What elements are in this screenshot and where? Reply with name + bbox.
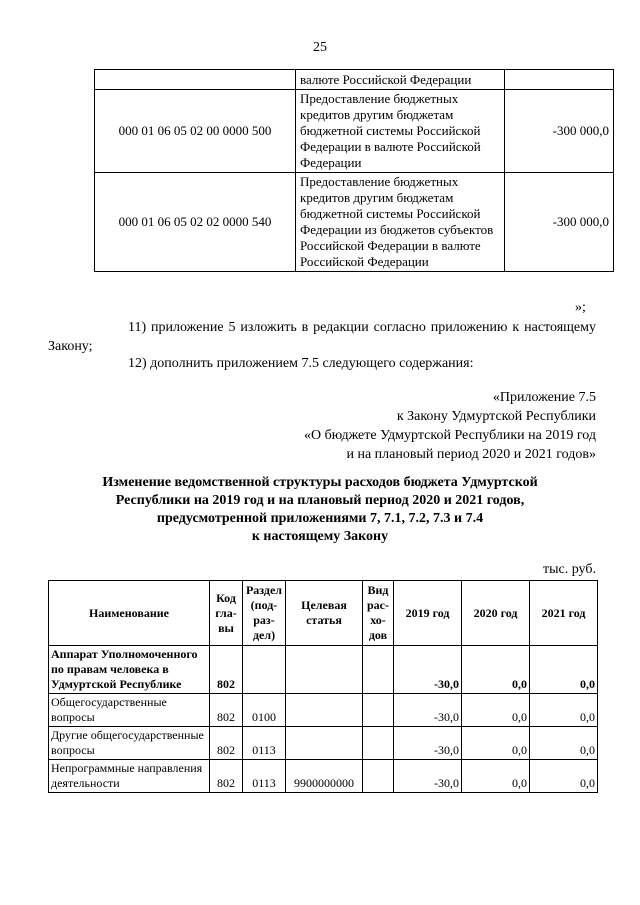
appendix-header	[304, 388, 596, 464]
code-cell	[95, 70, 296, 90]
document-title	[60, 474, 580, 546]
appendix-line: и на плановый период 2020 и 2021 годов»	[346, 447, 596, 462]
row-2020: 0,0	[462, 760, 530, 793]
row-2021: 0,0	[530, 694, 598, 727]
row-2019: -30,0	[394, 760, 462, 793]
row-glava: 802	[210, 760, 243, 793]
header-2019: 2019 год	[394, 581, 462, 646]
header-2020: 2020 год	[462, 581, 530, 646]
row-razdel	[243, 646, 286, 694]
row-glava: 802	[210, 646, 243, 694]
table-row	[49, 646, 598, 694]
table-row	[49, 760, 598, 793]
row-statya	[286, 727, 363, 760]
sources-table	[94, 69, 614, 272]
row-2019: -30,0	[394, 646, 462, 694]
row-name: Непрограммные направления деятельности	[49, 760, 210, 793]
row-statya	[286, 694, 363, 727]
row-vid	[363, 727, 394, 760]
code-cell: 000 01 06 05 02 02 0000 540	[95, 173, 296, 272]
row-2019: -30,0	[394, 727, 462, 760]
row-razdel: 0100	[243, 694, 286, 727]
row-2021: 0,0	[530, 727, 598, 760]
page-number: 25	[313, 40, 327, 55]
row-name: Общегосударственные вопросы	[49, 694, 210, 727]
row-vid	[363, 760, 394, 793]
name-cell: Предоставление бюджетных кредитов другим бюджетам бюджетной системы Российской Федерации из бюджетов субъектов Российской Федерации в валюте Российской Федерации	[296, 173, 505, 272]
row-vid	[363, 646, 394, 694]
row-2021: 0,0	[530, 646, 598, 694]
value-cell: -300 000,0	[505, 173, 614, 272]
code-cell: 000 01 06 05 02 00 0000 500	[95, 90, 296, 173]
row-glava: 802	[210, 727, 243, 760]
header-2021: 2021 год	[530, 581, 598, 646]
title-line: Республики на 2019 год и на плановый период 2020 и 2021 годов,	[115, 493, 525, 508]
header-statya: Целевая статья	[286, 581, 363, 646]
header-vid: Вид рас-хо-дов	[363, 581, 394, 646]
appendix-line: «О бюджете Удмуртской Республики на 2019 год	[303, 428, 596, 443]
table-row	[49, 694, 598, 727]
row-razdel: 0113	[243, 727, 286, 760]
row-statya	[286, 646, 363, 694]
row-name: Другие общегосударственные вопросы	[49, 727, 210, 760]
row-glava: 802	[210, 694, 243, 727]
table-row	[95, 70, 614, 90]
row-name: Аппарат Уполномоченного по правам человека в Удмуртской Республике	[49, 646, 210, 694]
header-name: Наименование	[49, 581, 210, 646]
paragraph-12: 12) дополнить приложением 7.5 следующего содержания:	[128, 356, 474, 371]
title-line: предусмотренной приложениями 7, 7.1, 7.2, 7.3 и 7.4	[156, 511, 484, 526]
row-statya: 9900000000	[286, 760, 363, 793]
table-row	[95, 90, 614, 173]
row-razdel: 0113	[243, 760, 286, 793]
title-line: к настоящему Закону	[251, 529, 389, 544]
name-cell: валюте Российской Федерации	[296, 70, 505, 90]
header-glava: Код гла-вы	[210, 581, 243, 646]
table-row	[49, 727, 598, 760]
value-cell	[505, 70, 614, 90]
units-label: тыс. руб.	[543, 562, 596, 577]
table-row	[95, 173, 614, 272]
row-2020: 0,0	[462, 727, 530, 760]
row-2019: -30,0	[394, 694, 462, 727]
expenditure-table	[48, 580, 598, 793]
header-razdel: Раздел (под-раз-дел)	[243, 581, 286, 646]
name-cell: Предоставление бюджетных кредитов другим бюджетам бюджетной системы Российской Федерации в валюте Российской Федерации	[296, 90, 505, 173]
header-row	[49, 581, 598, 646]
closing-quote: »;	[575, 300, 586, 315]
value-cell: -300 000,0	[505, 90, 614, 173]
row-2020: 0,0	[462, 646, 530, 694]
row-2021: 0,0	[530, 760, 598, 793]
row-vid	[363, 694, 394, 727]
appendix-line: к Закону Удмуртской Республики	[396, 409, 596, 424]
paragraph-11: 11) приложение 5 изложить в редакции согласно приложению к настоящему Закону;	[48, 320, 596, 354]
appendix-line: «Приложение 7.5	[492, 390, 596, 405]
title-line: Изменение ведомственной структуры расходов бюджета Удмуртской	[102, 475, 538, 490]
row-2020: 0,0	[462, 694, 530, 727]
